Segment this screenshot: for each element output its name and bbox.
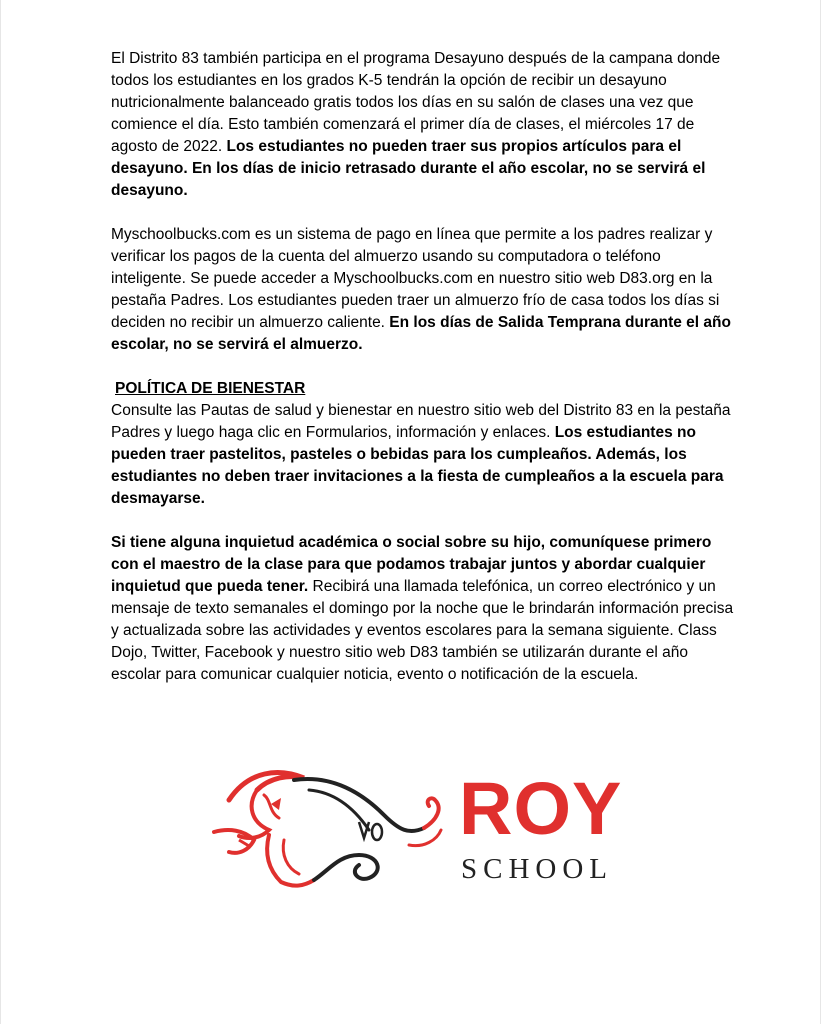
lunch-payment-paragraph (111, 224, 736, 356)
breakfast-paragraph (111, 48, 736, 202)
concerns-bold-text: Si tiene alguna inquietud académica o social sobre su hijo, comuníquese primero con el maestro de la clase para que podamos trabajar juntos y abordar cualquier inquietud que pueda tener. (111, 534, 712, 595)
wellness-heading: POLÍTICA DE BIENESTAR (115, 380, 306, 397)
wellness-paragraph (111, 400, 736, 510)
roy-school-logo (209, 760, 629, 900)
logo-subtitle: SCHOOL (461, 853, 614, 885)
breakfast-bold-text: Los estudiantes no pueden traer sus propios artículos para el desayuno. En los días de inicio retrasado durante el año escolar, no se servirá el desayuno. (111, 138, 706, 199)
document-body (111, 48, 736, 708)
breakfast-text: El Distrito 83 también participa en el programa Desayuno después de la campana donde todos los estudiantes en los grados K-5 tendrán la opción de recibir un desayuno nutricionalmente balanceado gratis todos los días en su salón de clases una vez que comience el día. Esto también comenzará el primer día de clases, el miércoles 17 de agosto de 2022. (111, 50, 721, 155)
bull-icon (209, 760, 459, 900)
wellness-text: Consulte las Pautas de salud y bienestar en nuestro sitio web del Distrito 83 en la pestaña Padres y luego haga clic en Formularios, información y enlaces. (111, 402, 731, 441)
lunch-payment-text: Myschoolbucks.com es un sistema de pago en línea que permite a los padres realizar y verificar los pagos de la cuenta del almuerzo usando su computadora o teléfono inteligente. Se puede acceder a Myschoolbucks.com en nuestro sitio web D83.org en la pestaña Padres. Los estudiantes pueden traer un almuerzo frío de casa todos los días si deciden no recibir un almuerzo caliente. (111, 226, 720, 331)
lunch-payment-bold-text: En los días de Salida Temprana durante el año escolar, no se servirá el almuerzo. (111, 314, 731, 353)
concerns-text: Recibirá una llamada telefónica, un correo electrónico y un mensaje de texto semanales el domingo por la noche que le brindarán información precisa y actualizada sobre las actividades y eventos escolares para la semana siguiente. Class Dojo, Twitter, Facebook y nuestro sitio web D83 también se utilizarán durante el año escolar para comunicar cualquier noticia, evento o notificación de la escuela. (111, 578, 734, 683)
wellness-bold-text: Los estudiantes no pueden traer pastelitos, pasteles o bebidas para los cumpleaños. Además, los estudiantes no deben traer invitaciones a la fiesta de cumpleaños a la escuela para desmayarse. (111, 424, 724, 507)
concerns-paragraph (111, 532, 736, 686)
logo-title: ROY (459, 767, 623, 850)
